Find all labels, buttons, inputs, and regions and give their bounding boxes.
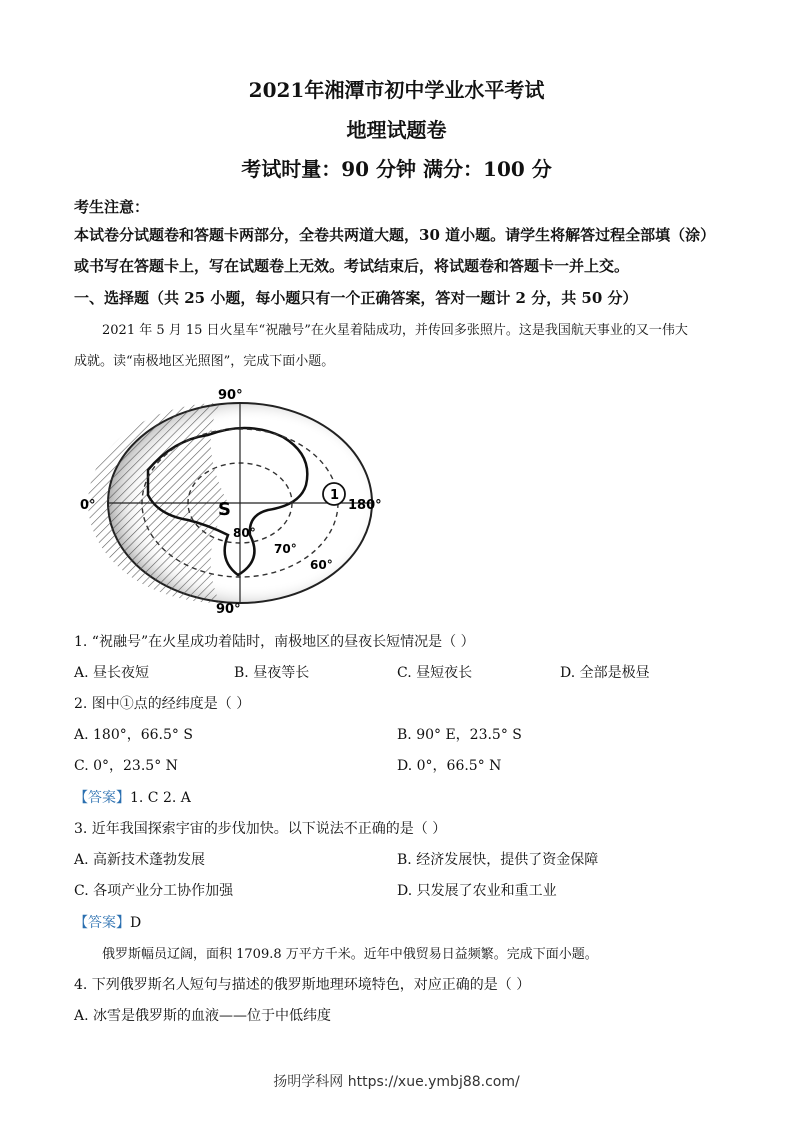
q4-option-a: A. 冰雪是俄罗斯的血液——位于中低纬度 [74,1008,332,1024]
q1-stem: 1. “祝融号”在火星成功着陆时，南极地区的昼夜长短情况是（ ） [74,634,475,650]
q3-stem: 3. 近年我国探索宇宙的步伐加快。以下说法不正确的是（ ） [74,821,447,837]
section-1-heading: 一、选择题（共 25 小题，每小题只有一个正确答案，答对一题计 2 分，共 50 分） [74,289,638,307]
q1-option-a: A. 昼长夜短 [74,665,150,681]
q1-option-d: D. 全部是极昼 [560,665,650,681]
answer-3 [74,912,141,932]
label-180: 180° [348,498,382,513]
notice-heading: 考生注意： [74,198,150,216]
q2-stem: 2. 图中①点的经纬度是（ ） [74,696,251,712]
q3-option-a: A. 高新技术蓬勃发展 [74,852,206,868]
antarctic-illumination-map [78,385,398,617]
q2-option-b: B. 90° E，23.5° S [397,727,522,743]
q2-option-d: D. 0°，66.5° N [397,758,502,774]
label-80: 80° [233,526,256,540]
q3-option-d: D. 只发展了农业和重工业 [397,883,557,899]
exam-title: 2021年湘潭市初中学业水平考试 [248,78,545,102]
label-s: S [218,499,231,520]
q1-option-c: C. 昼短夜长 [397,665,473,681]
notice-line-2: 或书写在答题卡上，写在试题卷上无效。考试结束后，将试题卷和答题卡一并上交。 [74,257,630,275]
section-1-intro-line-1: 2021 年 5 月 15 日火星车“祝融号”在火星着陆成功，并传回多张照片。这是我国航天事业的又一伟大 [102,323,688,338]
russia-intro: 俄罗斯幅员辽阔，面积 1709.8 万平方千米。近年中俄贸易日益频繁。完成下面小题。 [102,947,598,962]
label-point-1: 1 [330,488,340,503]
label-90-top: 90° [218,388,243,403]
q1-option-b: B. 昼夜等长 [234,665,310,681]
answer-1-2 [74,787,191,807]
time-and-score: 考试时量：90 分钟 满分：100 分 [241,157,552,181]
footer-watermark: 扬明学科网 https://xue.ymbj88.com/ [273,1074,520,1090]
q3-option-c: C. 各项产业分工协作加强 [74,883,234,899]
paper-subtitle: 地理试题卷 [346,118,447,142]
q4-stem: 4. 下列俄罗斯名人短句与描述的俄罗斯地理环境特色，对应正确的是（ ） [74,977,531,993]
answer-text: 1. C 2. A [130,790,191,806]
notice-line-1: 本试卷分试题卷和答题卡两部分，全卷共两道大题，30 道小题。请学生将解答过程全部填（涂） [74,226,716,244]
section-1-intro-line-2: 成就。读“南极地区光照图”，完成下面小题。 [74,354,335,369]
q2-option-c: C. 0°，23.5° N [74,758,178,774]
label-60: 60° [310,558,333,572]
label-90-bottom: 90° [216,602,241,617]
answer-tag: 【答案】 [74,790,130,806]
answer-tag: 【答案】 [74,915,130,931]
label-70: 70° [274,542,297,556]
q3-option-b: B. 经济发展快，提供了资金保障 [397,852,599,868]
answer-text: D [130,915,142,931]
label-0: 0° [80,498,96,513]
q2-option-a: A. 180°，66.5° S [74,727,193,743]
